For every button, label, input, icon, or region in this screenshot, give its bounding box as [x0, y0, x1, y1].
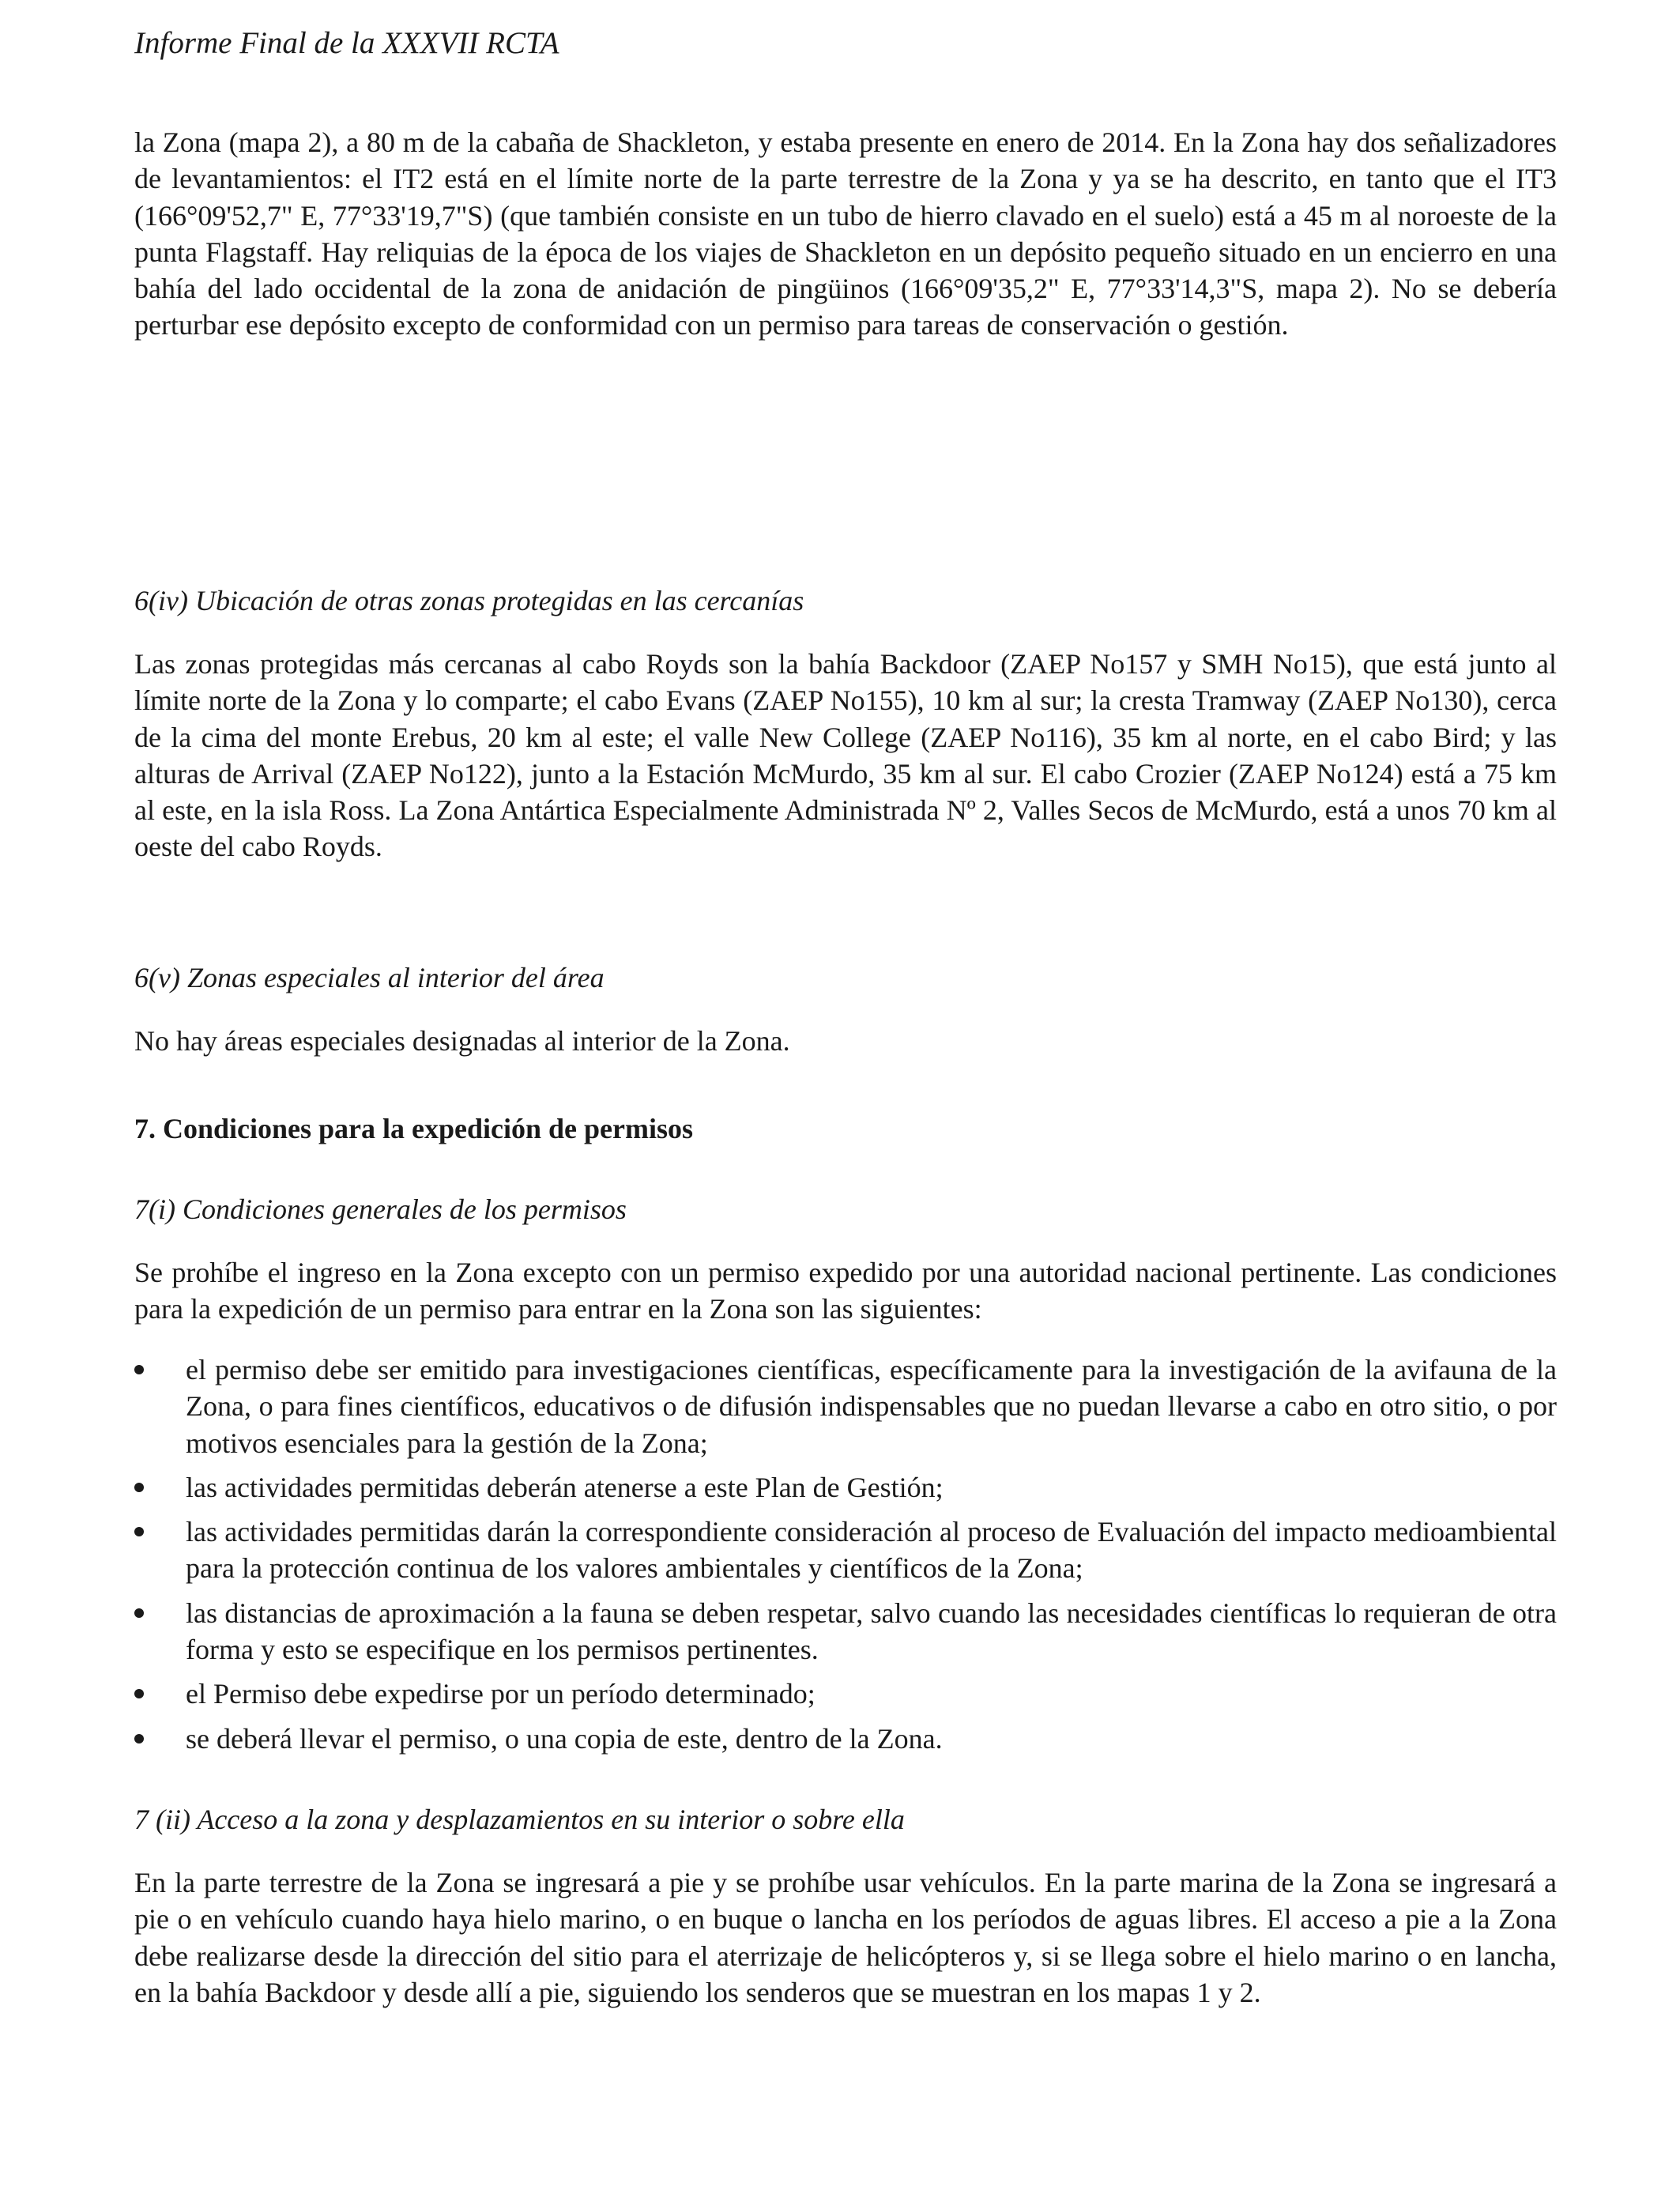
list-item	[134, 1469, 1557, 1506]
heading-7: 7. Condiciones para la expedición de permisos	[134, 1113, 694, 1144]
heading-6v: 6(v) Zonas especiales al interior del área	[134, 962, 605, 993]
bullet-icon	[134, 1689, 144, 1698]
bullet-icon	[134, 1734, 144, 1744]
list-item	[134, 1514, 1557, 1587]
heading-6iv: 6(iv) Ubicación de otras zonas protegidas en las cercanías	[134, 585, 804, 616]
list-item-text: el Permiso debe expedirse por un período determinado;	[186, 1678, 816, 1710]
intro-paragraph: la Zona (mapa 2), a 80 m de la cabaña de Shackleton, y estaba presente en enero de 2014. En la Zona hay dos señalizadores de levantamientos: el IT2 está en el límite norte de la parte terrestre de la Zona y ya se ha descrito, en tanto que el IT3 (166°09'52,7" E, 77°33'19,7"S) (que también consiste en un tubo de hierro clavado en el suelo) está a 45 m al noroeste de la punta Flagstaff. Hay reliquias de la época de los viajes de Shackleton en un depósito pequeño situado en un encierro en una bahía del lado occidental de la zona de anidación de pingüinos (166°09'35,2" E, 77°33'14,3"S, mapa 2). No se debería perturbar ese depósito excepto de conformidad con un permiso para tareas de conservación o gestión.	[134, 126, 1557, 341]
bullet-icon	[134, 1527, 144, 1536]
running-header: Informe Final de la XXXVII RCTA	[134, 26, 559, 60]
paragraph-7i: Se prohíbe el ingreso en la Zona excepto con un permiso expedido por una autoridad nacional pertinente. Las condiciones para la expedición de un permiso para entrar en la Zona son las siguientes:	[134, 1257, 1557, 1325]
list-item	[134, 1351, 1557, 1461]
paragraph-6v: No hay áreas especiales designadas al interior de la Zona.	[134, 1025, 790, 1057]
permit-conditions-list	[134, 1351, 1557, 1765]
list-item-text: se deberá llevar el permiso, o una copia de este, dentro de la Zona.	[186, 1722, 943, 1755]
list-item	[134, 1676, 1557, 1712]
heading-7i: 7(i) Condiciones generales de los permisos	[134, 1193, 627, 1225]
list-item-text: el permiso debe ser emitido para investigaciones científicas, específicamente para la investigación de la avifauna de la Zona, o para fines científicos, educativos o de difusión indispensables que no puedan llevarse a cabo en otro sitio, o por motivos esenciales para la gestión de la Zona;	[186, 1354, 1557, 1459]
list-item-text: las distancias de aproximación a la fauna se deben respetar, salvo cuando las necesidades científicas lo requieran de otra forma y esto se especifique en los permisos pertinentes.	[186, 1596, 1557, 1666]
heading-7ii: 7 (ii) Acceso a la zona y desplazamientos en su interior o sobre ella	[134, 1804, 905, 1835]
paragraph-7ii: En la parte terrestre de la Zona se ingresará a pie y se prohíbe usar vehículos. En la parte marina de la Zona se ingresará a pie o en vehículo cuando haya hielo marino, o en buque o lancha en los períodos de aguas libres. El acceso a pie a la Zona debe realizarse desde la dirección del sitio para el aterrizaje de helicópteros y, si se llega sobre el hielo marino o en lancha, en la bahía Backdoor y desde allí a pie, siguiendo los senderos que se muestran en los mapas 1 y 2.	[134, 1867, 1557, 2008]
bullet-icon	[134, 1365, 144, 1374]
list-item	[134, 1721, 1557, 1757]
list-item	[134, 1595, 1557, 1668]
paragraph-6iv: Las zonas protegidas más cercanas al cabo Royds son la bahía Backdoor (ZAEP No157 y SMH No15), que está junto al límite norte de la Zona y lo comparte; el cabo Evans (ZAEP No155), 10 km al sur; la cresta Tramway (ZAEP No130), cerca de la cima del monte Erebus, 20 km al este; el valle New College (ZAEP No116), 35 km al norte, en el cabo Bird; y las alturas de Arrival (ZAEP No122), junto a la Estación McMurdo, 35 km al sur. El cabo Crozier (ZAEP No124) está a 75 km al este, en la isla Ross. La Zona Antártica Especialmente Administrada Nº 2, Valles Secos de McMurdo, está a unos 70 km al oeste del cabo Royds.	[134, 648, 1557, 863]
bullet-icon	[134, 1483, 144, 1492]
bullet-icon	[134, 1608, 144, 1618]
list-item-text: las actividades permitidas darán la correspondiente consideración al proceso de Evaluación del impacto medioambiental para la protección continua de los valores ambientales y científicos de la Zona;	[186, 1516, 1557, 1585]
list-item-text: las actividades permitidas deberán atenerse a este Plan de Gestión;	[186, 1471, 944, 1503]
